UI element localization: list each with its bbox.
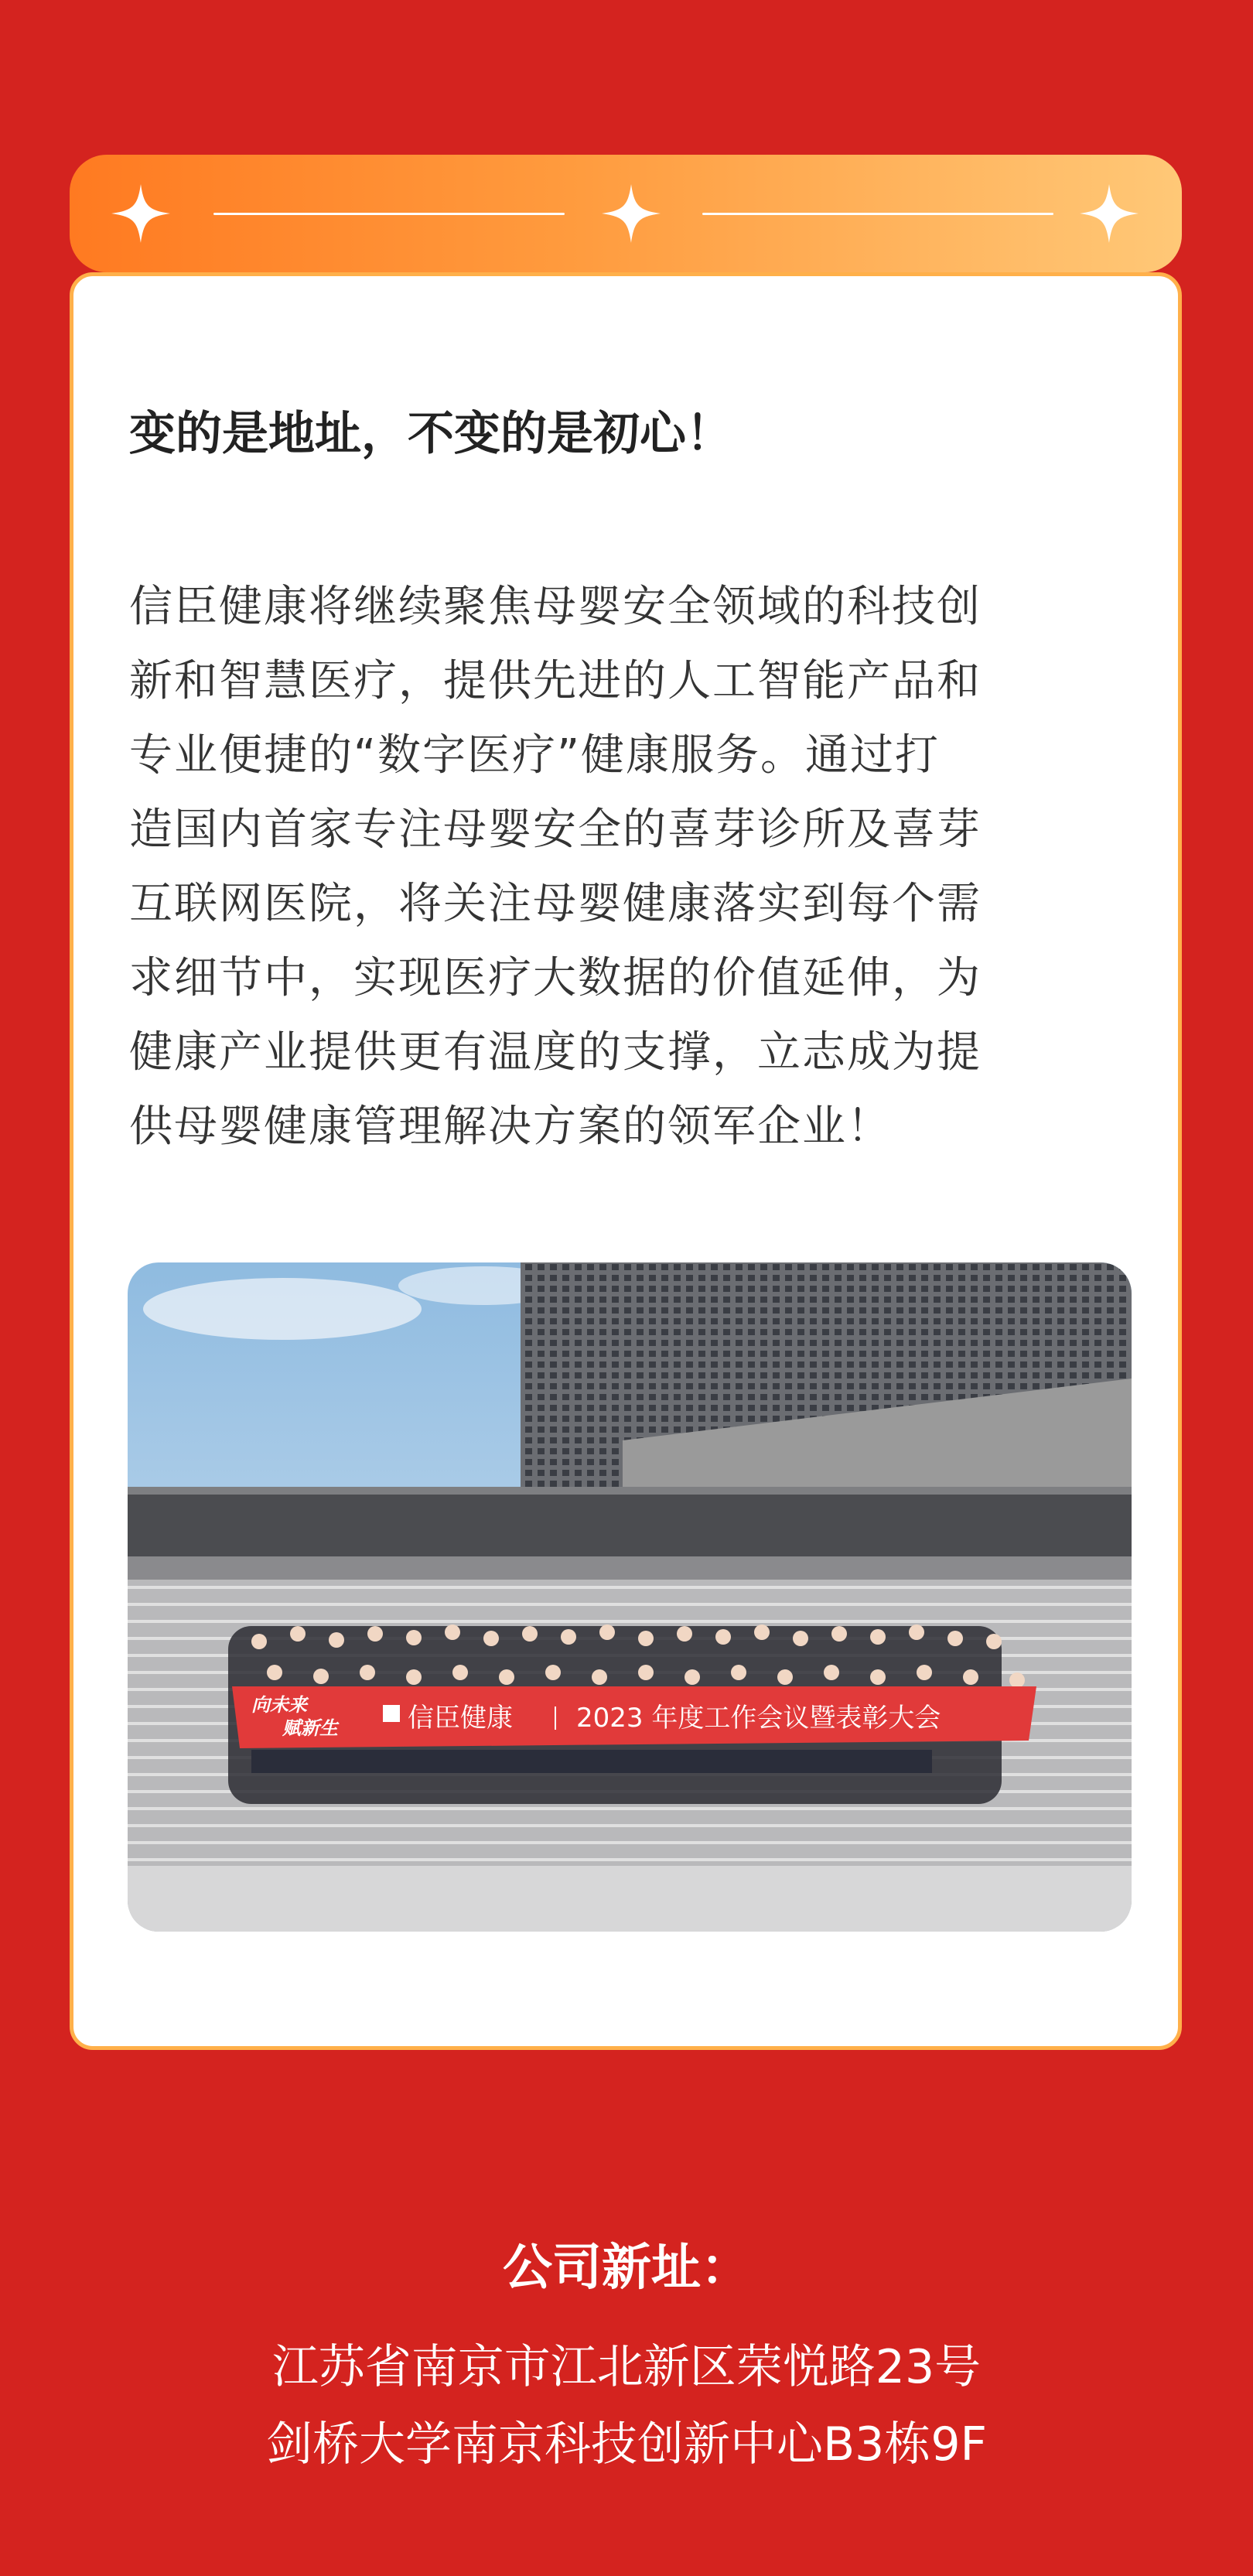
address-line-1: 江苏省南京市江北新区荣悦路23号 <box>271 2340 982 2394</box>
sparkle-icon <box>1078 183 1140 244</box>
headline: 变的是地址，不变的是初心！ <box>129 407 732 461</box>
body-line: 造国内首家专注母婴安全的喜芽诊所及喜芽 <box>129 805 982 855</box>
body-line: 互联网医院，将关注母婴健康落实到每个需 <box>129 879 982 929</box>
body-line: 求细节中，实现医疗大数据的价值延伸，为 <box>129 953 982 1003</box>
decorative-header-bar <box>70 155 1182 272</box>
sparkle-icon <box>110 183 172 244</box>
divider-line <box>702 213 1053 215</box>
banner-event: 2023 年度工作会议暨表彰大会 <box>576 1703 941 1734</box>
body-line: 专业便捷的“数字医疗”健康服务。通过打 <box>129 730 941 781</box>
body-line: 供母婴健康管理解决方案的领军企业！ <box>129 1102 892 1152</box>
group-photo <box>128 1262 1132 1932</box>
divider-line <box>213 213 565 215</box>
banner-brand: 信臣健康 <box>408 1703 513 1734</box>
address-line-2: 剑桥大学南京科技创新中心B3栋9F <box>265 2417 988 2472</box>
address-title: 公司新址： <box>503 2239 750 2297</box>
banner-slogan-1: 向未来 <box>251 1694 307 1716</box>
body-line: 信臣健康将继续聚焦母婴安全领域的科技创 <box>129 582 982 632</box>
body-paragraph <box>129 570 1142 1164</box>
body-line: 健康产业提供更有温度的支撑，立志成为提 <box>129 1027 982 1078</box>
body-line: 新和智慧医疗，提供先进的人工智能产品和 <box>129 656 982 706</box>
content-card <box>70 272 1182 2050</box>
brand-logo-icon <box>383 1705 400 1722</box>
banner-slogan-2: 赋新生 <box>282 1717 338 1739</box>
sparkle-icon <box>600 183 662 244</box>
